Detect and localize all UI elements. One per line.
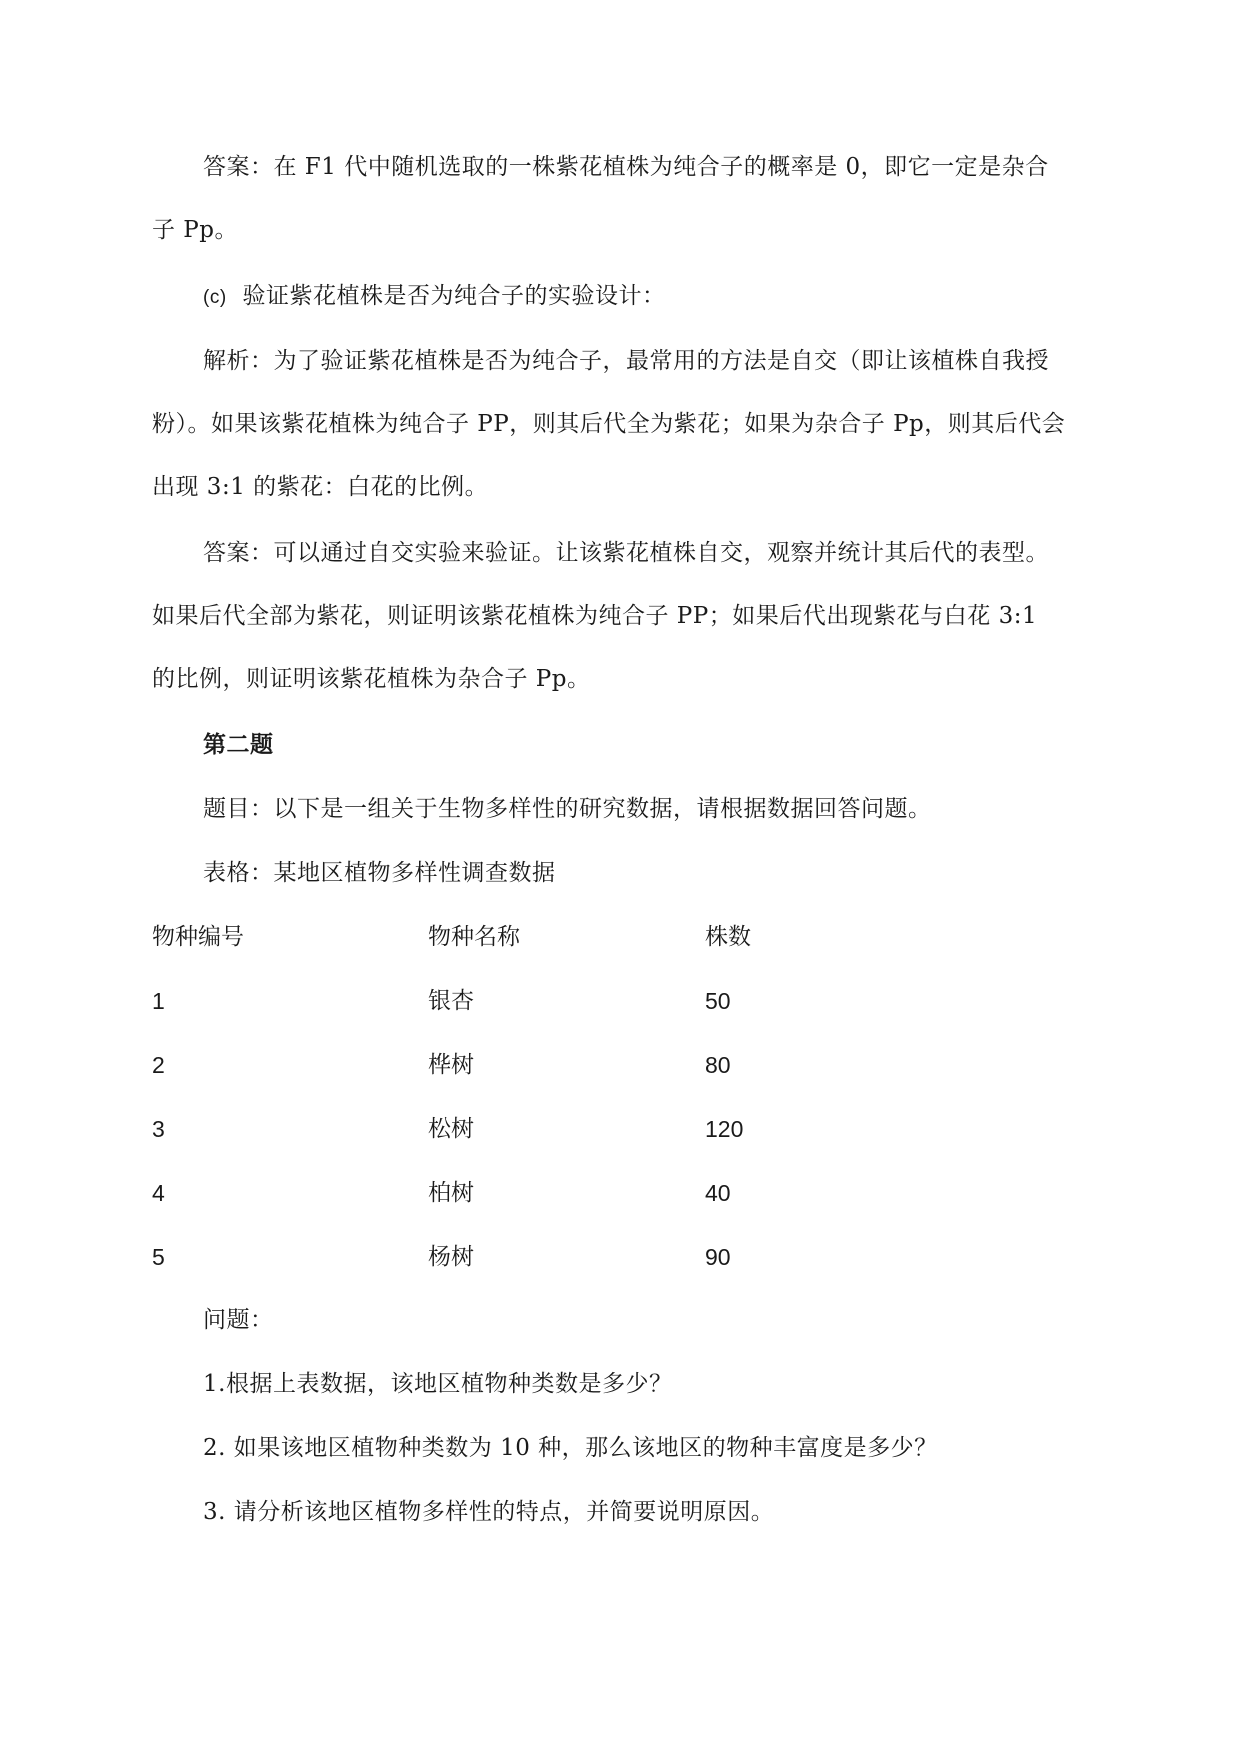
- questions-label: 问题：: [203, 1307, 274, 1333]
- part-c-title: 验证紫花植株是否为纯合子的实验设计：: [242, 283, 666, 309]
- analysis-line-2: 粉）。如果该紫花植株为纯合子 PP，则其后代全为紫花；如果为杂合子 Pp，则其后代会: [152, 411, 1066, 437]
- table-cell-name: 松树: [428, 1116, 474, 1142]
- part-c-label: (c): [203, 287, 227, 308]
- table-cell-id: 4: [152, 1180, 165, 1206]
- table-cell-name: 银杏: [428, 988, 474, 1014]
- table-cell-count: 90: [705, 1244, 731, 1270]
- question-item: 3. 请分析该地区植物多样性的特点，并简要说明原因。: [203, 1499, 775, 1525]
- answer-b-line-2: 子 Pp。: [152, 217, 239, 243]
- answer-c-line-1: 答案：可以通过自交实验来验证。让该紫花植株自交，观察并统计其后代的表型。: [203, 540, 1049, 566]
- table-cell-name: 柏树: [428, 1180, 474, 1206]
- table-header-id: 物种编号: [152, 924, 244, 950]
- table-cell-id: 3: [152, 1116, 165, 1142]
- table-cell-id: 5: [152, 1244, 165, 1270]
- table-cell-count: 80: [705, 1052, 731, 1078]
- table-cell-id: 2: [152, 1052, 165, 1078]
- answer-c-line-3: 的比例，则证明该紫花植株为杂合子 Pp。: [152, 666, 591, 692]
- question-intro: 题目：以下是一组关于生物多样性的研究数据，请根据数据回答问题。: [203, 796, 932, 822]
- question-item: 1.根据上表数据，该地区植物种类数是多少？: [203, 1371, 673, 1397]
- table-cell-count: 120: [705, 1116, 744, 1142]
- question-item: 2. 如果该地区植物种类数为 10 种，那么该地区的物种丰富度是多少？: [203, 1435, 938, 1461]
- table-caption: 表格：某地区植物多样性调查数据: [203, 860, 556, 886]
- analysis-line-1: 解析：为了验证紫花植株是否为纯合子，最常用的方法是自交（即让该植株自我授: [203, 348, 1049, 374]
- table-header-name: 物种名称: [428, 924, 520, 950]
- table-cell-count: 50: [705, 988, 731, 1014]
- part-c-heading: [203, 281, 665, 313]
- answer-c-line-2: 如果后代全部为紫花，则证明该紫花植株为纯合子 PP；如果后代出现紫花与白花 3:1: [152, 603, 1038, 629]
- table-cell-name: 桦树: [428, 1052, 474, 1078]
- table-cell-name: 杨树: [428, 1244, 474, 1270]
- analysis-line-3: 出现 3:1 的紫花：白花的比例。: [152, 474, 489, 500]
- answer-b-line-1: 答案：在 F1 代中随机选取的一株紫花植株为纯合子的概率是 0，即它一定是杂合: [203, 154, 1049, 180]
- table-cell-count: 40: [705, 1180, 731, 1206]
- table-header-count: 株数: [705, 924, 751, 950]
- section-title: 第二题: [203, 731, 274, 758]
- table-cell-id: 1: [152, 988, 165, 1014]
